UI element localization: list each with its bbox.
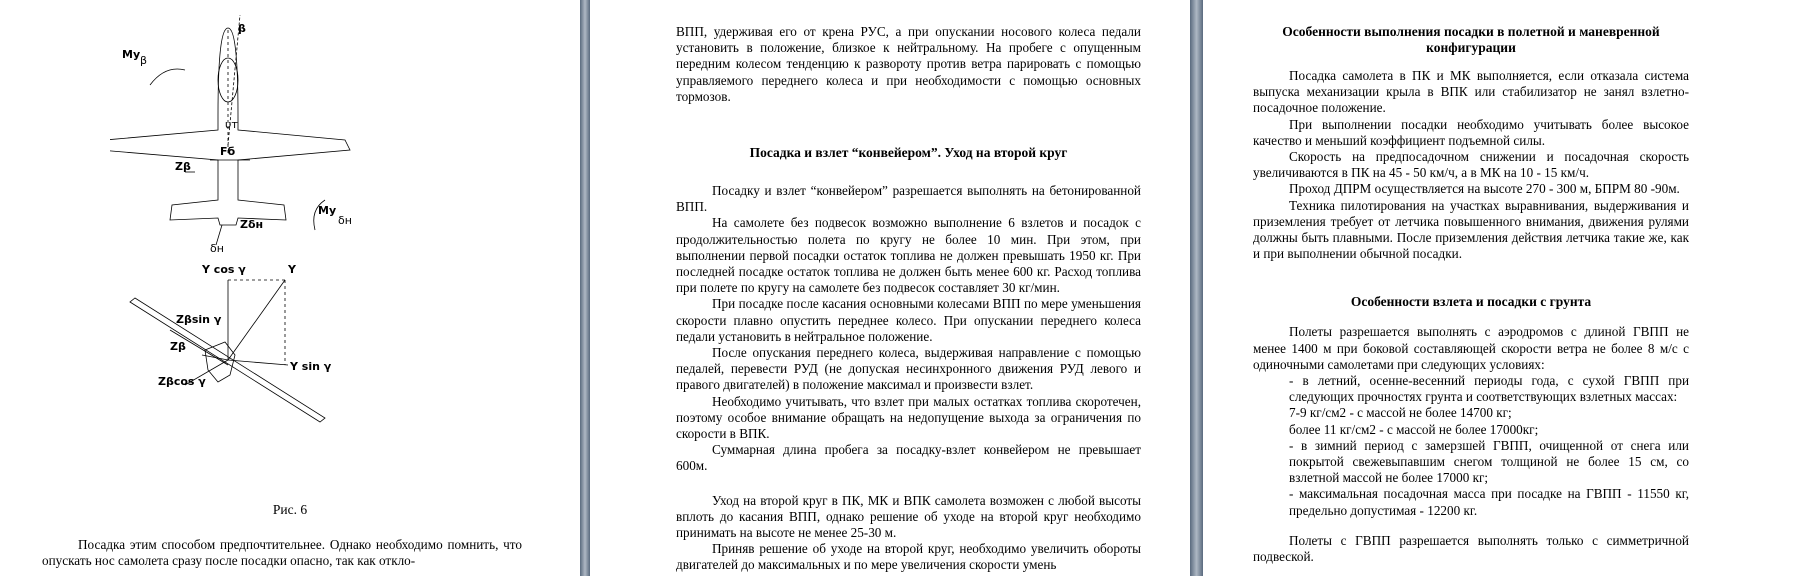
paragraph: ВПП, удерживая его от крена РУС, а при опускании носового колеса педали установить в положение, близкое к нейтральному. На пробеге с опущенным передним колесом тенденцию к развороту против ветра парировать с помощью управляемого переднего колеса и при необходимости с помощью основных тормозов. <box>676 24 1141 104</box>
list-item: - максимальная посадочная масса при посадке на ГВПП - 11550 кг, предельно допустимая - 12200 кг. <box>1289 486 1689 518</box>
figure-6 <box>110 10 410 490</box>
delta-n-label: δн <box>210 242 224 255</box>
document-page-1 <box>0 0 580 576</box>
paragraph: Проход ДПРМ осуществляется на высоте 270 - 300 м, БПРМ 80 -90м. <box>1289 181 1680 197</box>
figure-caption: Рис. 6 <box>272 502 308 517</box>
paragraph: При выполнении посадки необходимо учитывать более высокое качество и меньший коэффициент подъемной силы. <box>1253 116 1689 148</box>
section-heading: Особенности взлета и посадки с грунта <box>1350 294 1592 310</box>
paragraph: После опускания переднего колеса, выдерживая направление с помощью педалей, перевести РУД (не допуская несинхронного движения РУД левого и правого двигателей) в положение максимал и произвести взлет. <box>676 345 1141 393</box>
page-2-text <box>676 24 1141 574</box>
z-beta-label: Zβ <box>175 160 191 173</box>
paragraph: Необходимо учитывать, что взлет при малых остатках топлива скоротечен, поэтому особое внимание обращать на недопущение выхода за ограничения по скорости в ВПК. <box>676 393 1141 442</box>
z-cos-label: Zβcos γ <box>158 375 206 388</box>
z-delta-label: Zδн <box>240 218 264 231</box>
paragraph: Приняв решение об уходе на второй круг, необходимо увеличить обороты двигателей до максимальных и по мере увеличения скорости умень <box>676 541 1141 573</box>
moment-delta-sub: δн <box>338 214 352 227</box>
fb-label: Fб <box>220 145 236 158</box>
z-beta2-label: Zβ <box>170 340 186 353</box>
paragraph: Уход на второй круг в ПК, МК и ВПК самолета возможен с любой высоты вплоть до касания ВПП, однако решение об уходе на второй круг необходимо принимать на высоте не менее 25-30 м. <box>676 492 1141 541</box>
y-cos-label: Y cos γ <box>202 263 246 276</box>
page-gap <box>1190 0 1203 576</box>
moment-delta-label: Mу <box>318 204 337 217</box>
paragraph: Посадку и взлет “конвейером” разрешается выполнять на бетонированной ВПП. <box>676 183 1141 215</box>
paragraph: На самолете без подвесок возможно выполнение 6 взлетов и посадок с продолжительностью полета по кругу не более 10 мин. При этом, при выполнении первой посадки остаток топлива не должен превышать 1950 кг. При последней посадке остаток топлива не должен быть менее 600 кг. Расход топлива при полете по кругу на самолете без подвесок составляет 30 кг/мин. <box>676 215 1141 296</box>
moment-beta-label: Mу <box>122 48 141 61</box>
paragraph: Посадка этим способом предпочтительнее. Однако необходимо помнить, что опускать нос самолета сразу после посадки опасно, так как откло- <box>42 537 522 569</box>
page-gap <box>580 0 590 576</box>
paragraph: Полеты разрешается выполнять с аэродромов с длиной ГВПП не менее 1400 м при боковой составляющей скорости ветра не более 8 м/с с одиночными самолетами при следующих условиях: <box>1253 324 1689 372</box>
moment-beta-sub: β <box>140 54 148 67</box>
paragraph: Суммарная длина пробега за посадку-взлет конвейером не превышает 600м. <box>676 442 1141 474</box>
paragraph: При посадке после касания основными колесами ВПП по мере уменьшения скорости плавно опустить переднее колесо. При опускании переднего колеса педали установить в нейтральное положение. <box>676 296 1141 344</box>
page-3-text <box>1253 24 1689 565</box>
list-item: 7-9 кг/см2 - с массой не более 14700 кг; <box>1289 405 1512 421</box>
z-sin-label: Zβsin γ <box>176 313 222 326</box>
paragraph: Полеты с ГВПП разрешается выполнять только с симметричной подвеской. <box>1253 532 1689 565</box>
beta-label: β <box>238 22 246 35</box>
list-item: более 11 кг/см2 - с массой не более 17000кг; <box>1289 421 1539 437</box>
y-sin-label: Y sin γ <box>290 360 332 373</box>
list-item: - в зимний период с замерзшей ГВПП, очищенной от снега или покрытой свежевыпавшим снегом толщиной не более 15 см, со взлетной массой не более 17000 кг; <box>1289 437 1689 486</box>
paragraph: Посадка самолета в ПК и МК выполняется, если отказала система выпуска механизации крыла в ВПК или стабилизатор не занял взлетно-посадочное положение. <box>1253 68 1689 116</box>
y-label: Y <box>288 263 296 276</box>
section-heading: Особенности выполнения посадки в полетной и маневренной конфигурации <box>1282 24 1660 55</box>
list-item: - в летний, осенне-весенний периоды года, с сухой ГВПП при следующих прочностях грунта и соответствующих взлетных массах: <box>1289 373 1689 405</box>
paragraph: Техника пилотирования на участках выравнивания, выдерживания и приземления требует от летчика повышенного внимания, движения рулями должны быть плавными. После приземления действия летчика такие же, как и при выполнении обычной посадки. <box>1253 197 1689 262</box>
section-heading: Посадка и взлет “конвейером”. Уход на второй круг <box>749 145 1068 161</box>
ust-label: υт <box>225 118 238 131</box>
paragraph: Скорость на предпосадочном снижении и посадочная скорость увеличиваются в ПК на 45 - 50 км/ч, а в МК на 10 - 15 км/ч. <box>1253 149 1689 181</box>
